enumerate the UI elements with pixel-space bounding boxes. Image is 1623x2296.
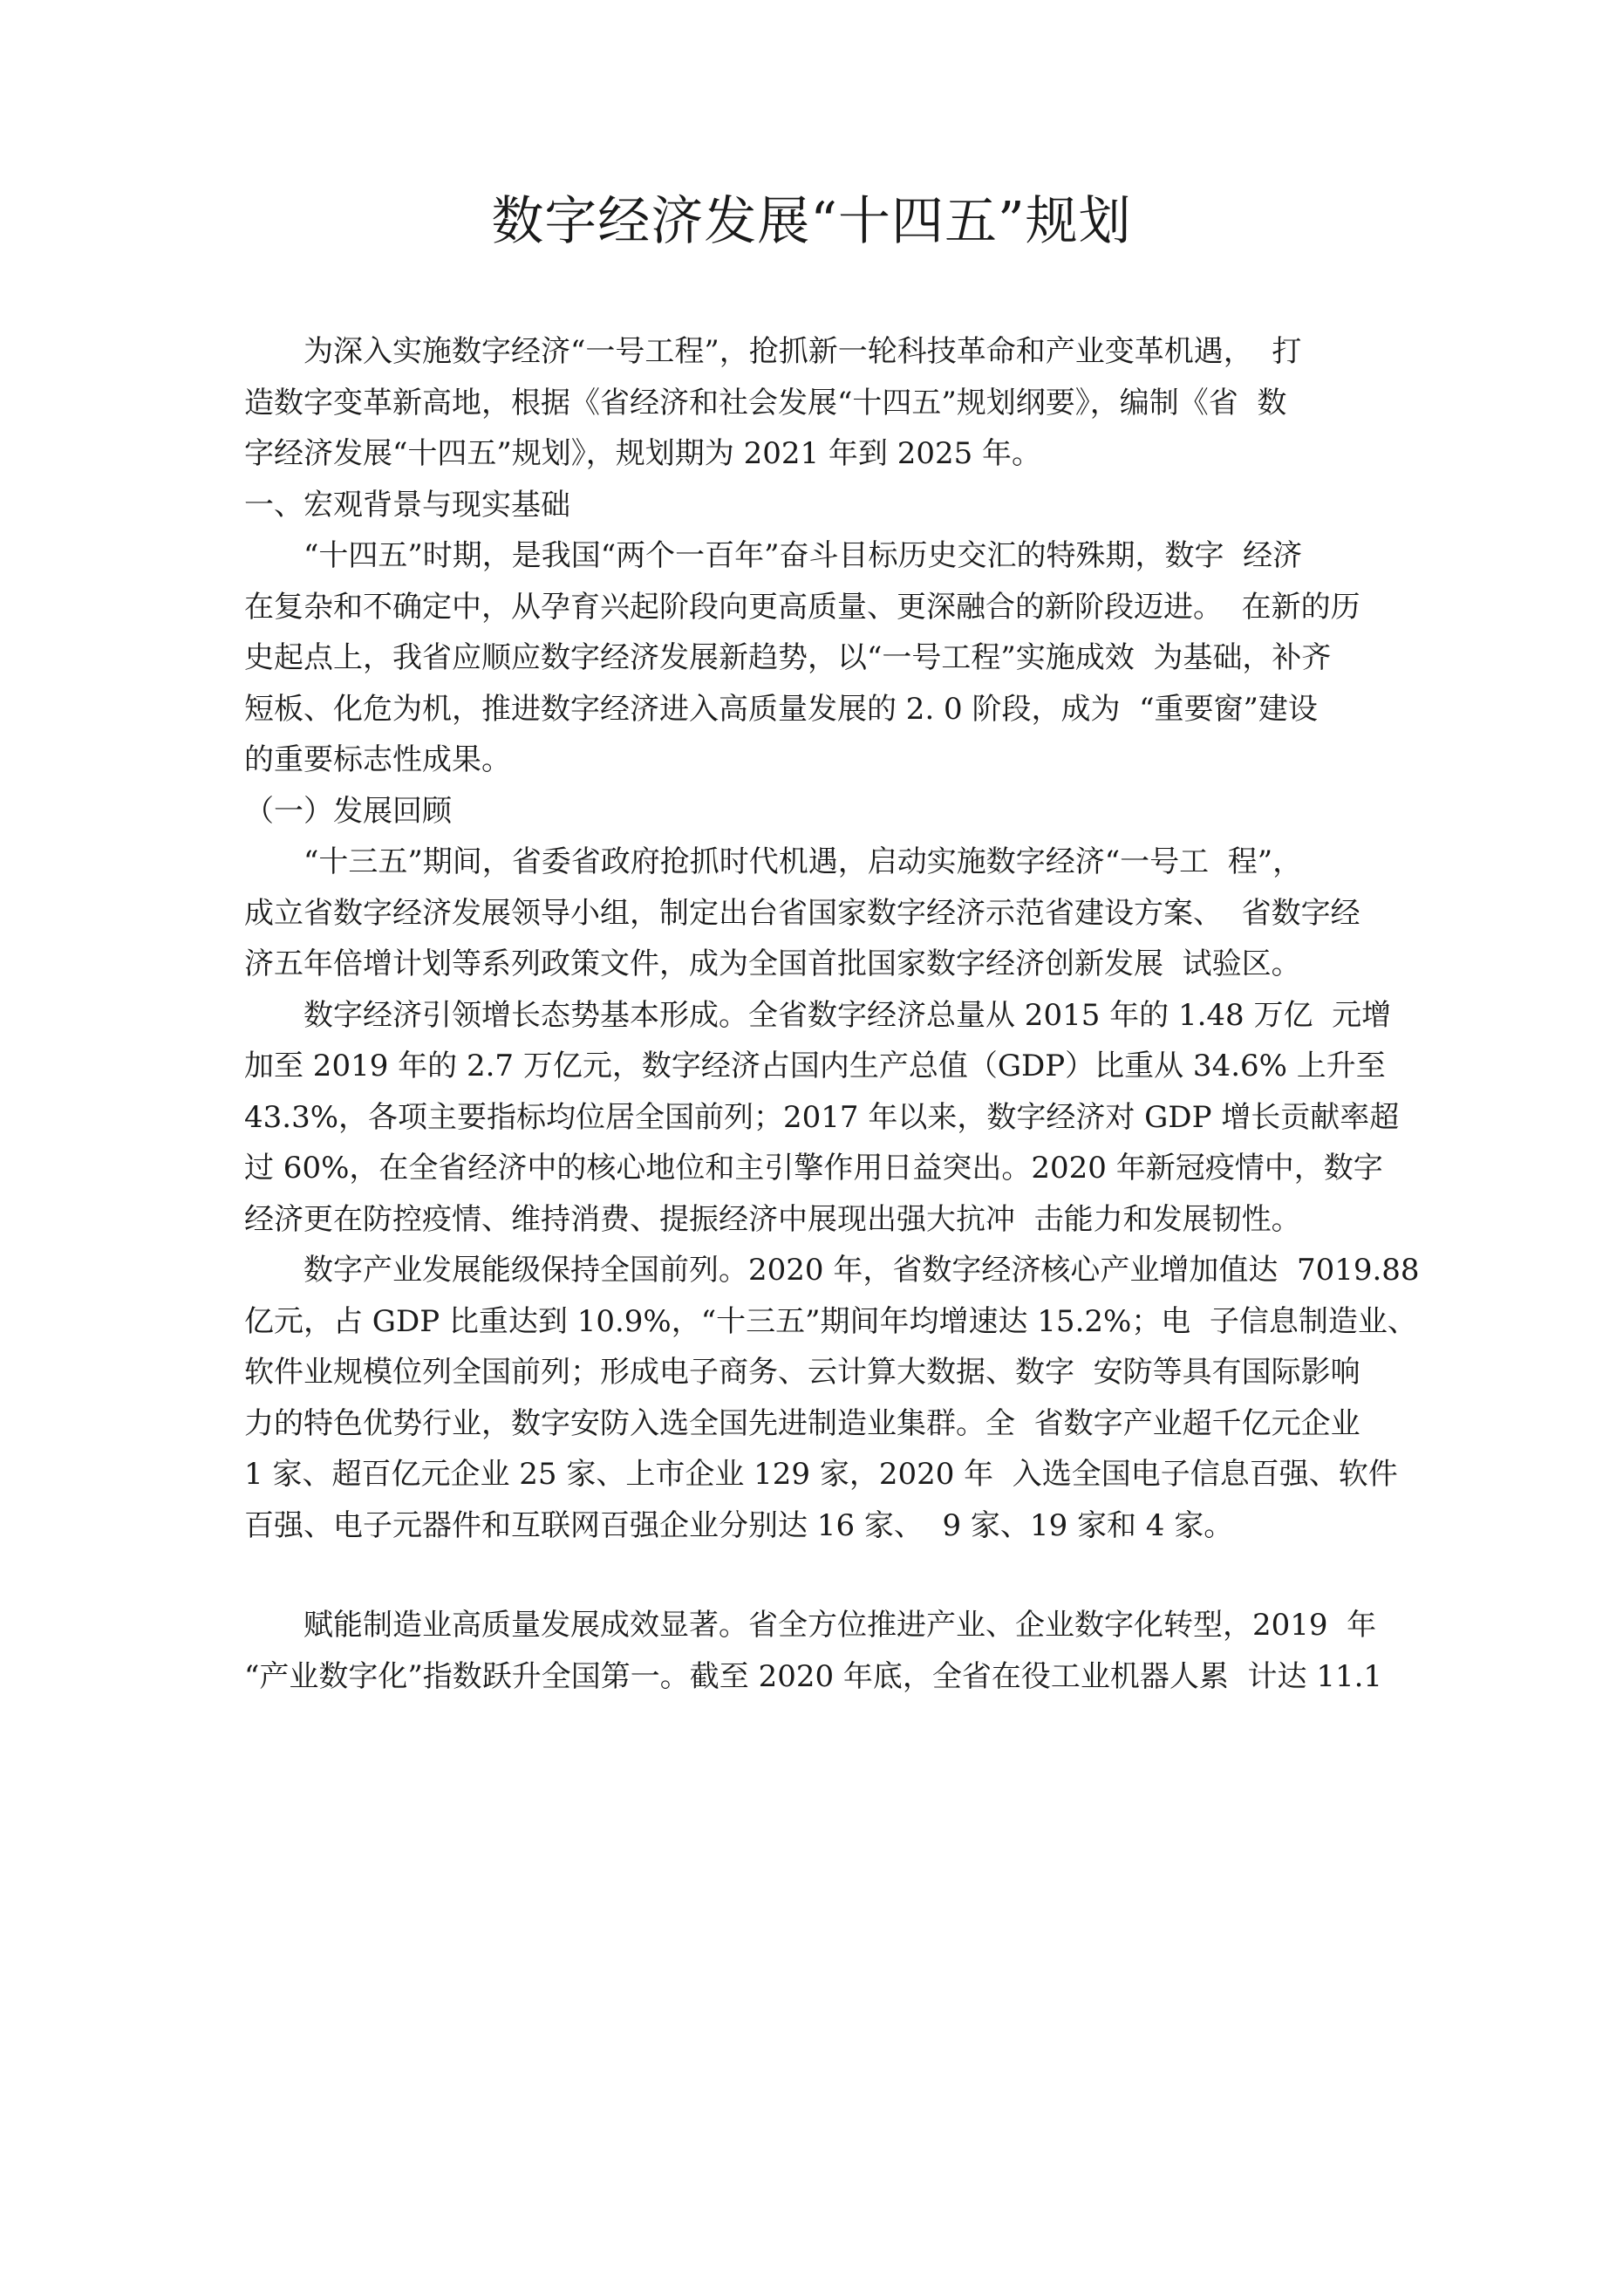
- text-line: 过 60%，在全省经济中的核心地位和主引擎作用日益突出。2020 年新冠疫情中，数字: [244, 1151, 1383, 1186]
- paragraph-growth: [244, 990, 1400, 1246]
- text-line: 济五年倍增计划等系列政策文件，成为全国首批国家数字经济创新发展 试验区。: [244, 946, 1301, 981]
- text-line: 数字产业发展能级保持全国前列。2020 年，省数字经济核心产业增加值达 7019.88: [303, 1253, 1420, 1288]
- text-line: 43.3%，各项主要指标均位居全国前列；2017 年以来，数字经济对 GDP 增长贡献率超: [244, 1099, 1400, 1135]
- paragraph-background: [244, 530, 1395, 786]
- text-line: 软件业规模位列全国前列；形成电子商务、云计算大数据、数字 安防等具有国际影响: [244, 1355, 1360, 1390]
- text-line: 赋能制造业高质量发展成效显著。省全方位推进产业、企业数字化转型，2019 年: [303, 1608, 1377, 1643]
- section-heading: [244, 480, 1395, 531]
- text-line: 造数字变革新高地，根据《省经济和社会发展“十四五”规划纲要》，编制《省 数: [244, 385, 1287, 420]
- text-line: 加至 2019 年的 2.7 万亿元，数字经济占国内生产总值（GDP）比重从 34.6% 上升至: [244, 1049, 1386, 1083]
- paragraph-review: [244, 837, 1395, 990]
- text-line: 百强、电子元器件和互联网百强企业分别达 16 家、 9 家、19 家和 4 家。: [244, 1507, 1234, 1543]
- text-line: 史起点上，我省应顺应数字经济发展新趋势，以“一号工程”实施成效 为基础，补齐: [244, 640, 1332, 675]
- text-line: “产业数字化”指数跃升全国第一。截至 2020 年底，全省在役工业机器人累 计达 11.1: [244, 1658, 1383, 1694]
- text-line: 数字经济引领增长态势基本形成。全省数字经济总量从 2015 年的 1.48 万亿 元增: [303, 997, 1392, 1033]
- heading-text: （一）发展回顾: [244, 793, 452, 829]
- text-line: 亿元，占 GDP 比重达到 10.9%，“十三五”期间年均增速达 15.2%；电 子信息制造业、: [244, 1303, 1417, 1339]
- text-line: 力的特色优势行业，数字安防入选全国先进制造业集群。全 省数字产业超千亿元企业: [244, 1405, 1360, 1441]
- paragraph-industry: [244, 1245, 1420, 1551]
- text-line: “十三五”期间，省委省政府抢抓时代机遇，启动实施数字经济“一号工 程”，: [303, 844, 1303, 879]
- heading-text: 一、宏观背景与现实基础: [244, 487, 570, 523]
- text-line: 在复杂和不确定中，从孕育兴起阶段向更高质量、更深融合的新阶段迈进。 在新的历: [244, 589, 1360, 625]
- paragraph-manufacturing: [244, 1600, 1395, 1702]
- subsection-heading: [244, 786, 1395, 837]
- text-line: 短板、化危为机，推进数字经济进入高质量发展的 2. 0 阶段，成为 “重要窗”建设: [244, 691, 1318, 727]
- document-body: [244, 326, 1420, 1702]
- text-line: 成立省数字经济发展领导小组，制定出台省国家数字经济示范省建设方案、 省数字经: [244, 895, 1360, 931]
- text-line: 经济更在防控疫情、维持消费、提振经济中展现出强大抗冲 击能力和发展韧性。: [244, 1201, 1301, 1237]
- text-line: 1 家、超百亿元企业 25 家、上市企业 129 家，2020 年 入选全国电子信息百强、软件: [244, 1457, 1398, 1492]
- text-line: 的重要标志性成果。: [244, 742, 511, 777]
- paragraph-gap: [244, 1551, 1395, 1600]
- text-line: 字经济发展“十四五”规划》，规划期为 2021 年到 2025 年。: [244, 436, 1042, 471]
- text-line: “十四五”时期，是我国“两个一百年”奋斗目标历史交汇的特殊期，数字 经济: [303, 538, 1303, 573]
- paragraph-intro: [244, 326, 1395, 480]
- document-title: 数字经济发展“十四五”规划: [491, 191, 1132, 252]
- text-line: 为深入实施数字经济“一号工程”，抢抓新一轮科技革命和产业变革机遇， 打: [303, 334, 1302, 369]
